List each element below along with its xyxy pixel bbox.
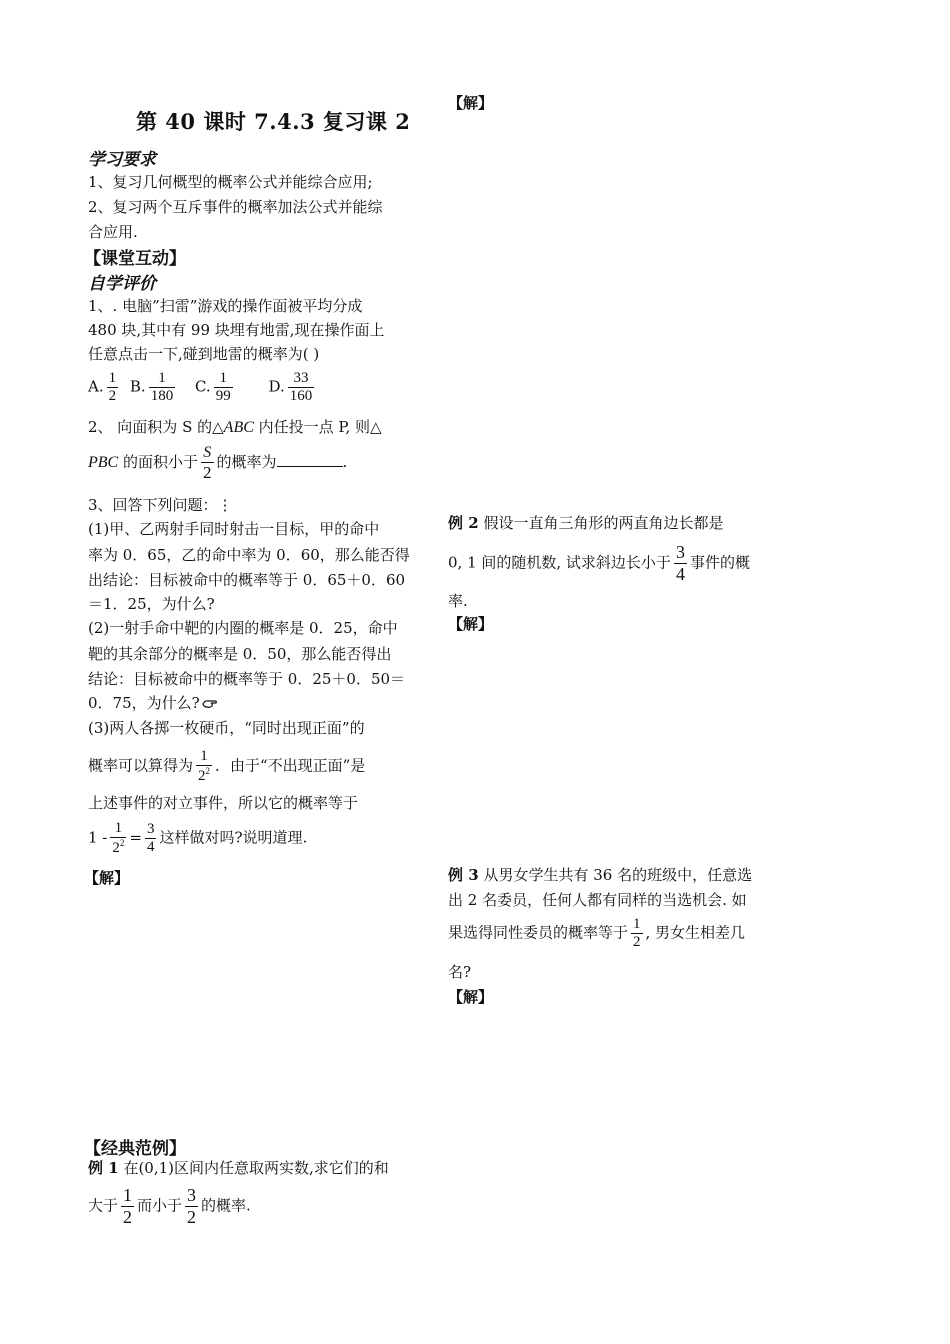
solution-label-q3: 【解】 <box>84 869 130 887</box>
ex3-line-1: 例 3 从男女学生共有 36 名的班级中，任意选 <box>448 866 753 884</box>
classroom-heading: 【课堂互动】 <box>84 249 186 269</box>
q3-part1-line-4: ＝1．25，为什么? <box>88 595 215 613</box>
ex2-line-3: 率. <box>448 592 468 610</box>
self-study-heading: 自学评价 <box>88 274 156 294</box>
ex3-line-4: 名? <box>448 963 472 981</box>
q3-part3-line-2: 概率可以算得为 $\frac{1}{2^2}$ ．由于“不出现正面”是 <box>88 748 366 784</box>
q3-part2-line-1: (2)一射手命中靶的内圈的概率是 0．25，命中 <box>88 619 398 637</box>
solution-label-ex2: 【解】 <box>448 615 494 633</box>
examples-heading: 【经典范例】 <box>84 1139 186 1159</box>
solution-label-ex3: 【解】 <box>448 988 494 1006</box>
ex3-line-2: 出 2 名委员，任何人都有同样的当选机会. 如 <box>448 891 747 909</box>
q1-line-3: 任意点击一下,碰到地雷的概率为( ) <box>88 345 320 363</box>
q3-part3-line-4: 1 - $\frac{1}{2^2}$ = $\frac{3}{4}$ 这样做对吗?说明道理. <box>88 820 308 856</box>
requirement-item-2-cont: 合应用. <box>88 223 138 241</box>
q3-part1-line-1: (1)甲、乙两射手同时射击一目标，甲的命中 <box>88 520 380 538</box>
q3-part1-line-2: 率为 0．65，乙的命中率为 0．60，那么能否得 <box>88 546 410 564</box>
q3-part2-line-4: 0．75，为什么? <box>88 691 218 715</box>
fraction: $\frac{1}{2}$ <box>633 916 641 950</box>
q1-option-c: C. $\frac{1}{99}$ <box>194 370 231 404</box>
solution-label-ex1: 【解】 <box>448 94 494 112</box>
q1-option-a: A. $\frac{1}{2}$ <box>88 370 117 404</box>
q2-line-2: PBC 的面积小于 $\frac{S}{2}$ 的概率为 . <box>88 444 348 482</box>
q3-part2-line-3: 结论：目标被命中的概率等于 0．25＋0．50＝ <box>88 670 406 688</box>
page-title: 第 40 课时 7.4.3 复习课 2 <box>136 109 411 134</box>
q2-line-1: 2、 向面积为 S 的△ABC 内任投一点 P, 则△ <box>88 418 382 436</box>
fraction: $\frac{1}{2}$ <box>123 1185 133 1227</box>
q1-option-d: D. $\frac{33}{160}$ <box>268 370 313 404</box>
ex1-line-1: 例 1 在(0,1)区间内任意取两实数,求它们的和 <box>88 1159 389 1177</box>
q3-part3-line-1: (3)两人各掷一枚硬币，“同时出现正面”的 <box>88 719 365 737</box>
ex1-line-2: 大于 $\frac{1}{2}$ 而小于 $\frac{3}{2}$ 的概率. <box>88 1185 251 1227</box>
requirement-item-1: 1、复习几何概型的概率公式并能综合应用; <box>88 173 373 191</box>
fraction: $\frac{1}{99}$ <box>215 370 231 404</box>
q3-part1-line-3: 出结论：目标被命中的概率等于 0．65＋0．60 <box>88 571 406 589</box>
ex2-line-2: 0, 1 间的随机数, 试求斜边长小于 $\frac{3}{4}$ 事件的概 <box>448 542 750 584</box>
q1-line-1: 1、. 电脑”扫雷”游戏的操作面被平均分成 <box>88 297 363 315</box>
fraction: $\frac{3}{2}$ <box>187 1185 197 1227</box>
q1-line-2: 480 块,其中有 99 块埋有地雷,现在操作面上 <box>88 321 385 339</box>
q1-options <box>88 370 317 405</box>
answer-blank <box>277 452 343 467</box>
fraction: $\frac{33}{160}$ <box>289 370 313 404</box>
requirement-item-2: 2、复习两个互斥事件的概率加法公式并能综 <box>88 198 383 216</box>
q3-part3-line-3: 上述事件的对立事件，所以它的概率等于 <box>88 794 359 812</box>
fraction: $\frac{3}{4}$ <box>146 821 155 855</box>
ex2-line-1: 例 2 假设一直角三角形的两直角边长都是 <box>448 514 724 532</box>
q3-intro: 3、回答下列问题：⋮ <box>88 496 233 514</box>
fraction: $\frac{1}{2}$ <box>108 370 117 404</box>
fraction: $\frac{1}{180}$ <box>150 370 174 404</box>
fraction: $\frac{1}{2^2}$ <box>112 820 125 856</box>
fraction: $\frac{3}{4}$ <box>675 542 685 584</box>
fraction: $\frac{S}{2}$ <box>203 444 212 482</box>
requirements-heading: 学习要求 <box>88 150 156 170</box>
fraction: $\frac{1}{2^2}$ <box>198 748 211 784</box>
q3-part2-line-2: 靶的其余部分的概率是 0．50，那么能否得出 <box>88 645 392 663</box>
hand-pointer-icon <box>202 698 218 710</box>
ex3-line-3: 果选得同性委员的概率等于 $\frac{1}{2}$ , 男女生相差几 <box>448 916 746 950</box>
q1-option-b: B. $\frac{1}{180}$ <box>129 370 174 404</box>
